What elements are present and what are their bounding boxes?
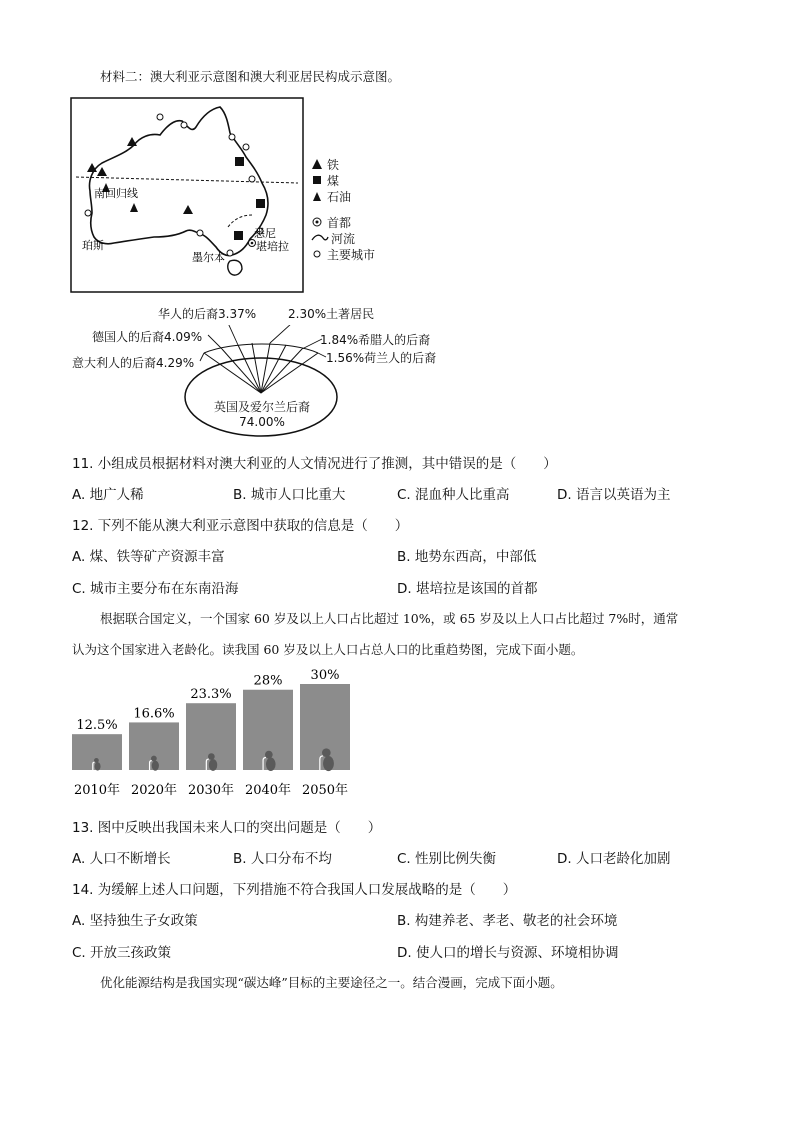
q13-option-d[interactable]: D. 人口老龄化加剧 bbox=[557, 851, 671, 867]
q14-option-d[interactable]: D. 使人口的增长与资源、环境相协调 bbox=[397, 945, 619, 961]
intro2-line1: 根据联合国定义，一个国家 60 岁及以上人口占比超过 10%，或 65 岁及以上人口占比超过 7%时，通常 bbox=[100, 611, 679, 626]
label-tropic: 南回归线 bbox=[94, 187, 138, 200]
label-sydney: 悉尼 bbox=[254, 227, 276, 240]
iron-icon bbox=[311, 158, 323, 170]
aging-bar-chart bbox=[68, 666, 358, 806]
legend-coal: 煤 bbox=[327, 173, 340, 188]
q12-stem: 12. 下列不能从澳大利亚示意图中获取的信息是（ ） bbox=[72, 518, 409, 534]
river-icon bbox=[311, 232, 329, 244]
q11-option-c[interactable]: C. 混血种人比重高 bbox=[397, 487, 510, 503]
ethnic-label-dutch: 1.56%荷兰人的后裔 bbox=[326, 351, 437, 365]
q12-option-c[interactable]: C. 城市主要分布在东南沿海 bbox=[72, 581, 239, 597]
legend-city: 主要城市 bbox=[327, 247, 376, 262]
value-label-2040年: 28% bbox=[253, 673, 283, 689]
legend-iron: 铁 bbox=[327, 157, 340, 172]
ethnic-label-aboriginal: 2.30%土著居民 bbox=[288, 307, 375, 321]
q13-stem: 13. 图中反映出我国未来人口的突出问题是（ ） bbox=[72, 820, 382, 836]
category-label-2050年: 2050年 bbox=[301, 783, 349, 798]
city-icon bbox=[197, 230, 203, 236]
city-icon bbox=[85, 210, 91, 216]
q14-stem: 14. 为缓解上述人口问题，下列措施不符合我国人口发展战略的是（ ） bbox=[72, 882, 517, 898]
label-canberra: 堪培拉 bbox=[256, 240, 289, 253]
value-label-2010年: 12.5% bbox=[76, 718, 118, 734]
ethnic-label-italian: 意大利人的后裔4.29% bbox=[72, 356, 195, 370]
intro3: 优化能源结构是我国实现“碳达峰”目标的主要途径之一。结合漫画，完成下面小题。 bbox=[100, 975, 563, 990]
ethnic-label-chinese: 华人的后裔3.37% bbox=[158, 307, 257, 321]
category-label-2030年: 2030年 bbox=[187, 783, 235, 798]
q11-option-d[interactable]: D. 语言以英语为主 bbox=[557, 487, 671, 503]
map-legend bbox=[311, 156, 401, 262]
category-label-2040年: 2040年 bbox=[244, 783, 292, 798]
city-icon bbox=[227, 250, 233, 256]
legend-oil: 石油 bbox=[327, 189, 352, 204]
city-icon bbox=[229, 134, 235, 140]
q11-stem: 11. 小组成员根据材料对澳大利亚的人文情况进行了推测，其中错误的是（ ） bbox=[72, 456, 557, 472]
category-label-2020年: 2020年 bbox=[130, 783, 178, 798]
category-label-2010年: 2010年 bbox=[73, 783, 121, 798]
city-icon bbox=[311, 248, 323, 260]
coal-icon bbox=[235, 157, 244, 166]
ethnic-main-label: 英国及爱尔兰后裔 74.00% bbox=[213, 400, 310, 429]
q11-option-b[interactable]: B. 城市人口比重大 bbox=[233, 487, 346, 503]
q12-option-a[interactable]: A. 煤、铁等矿产资源丰富 bbox=[72, 549, 225, 565]
ethnic-label-german: 德国人的后裔4.09% bbox=[92, 330, 203, 344]
q14-option-c[interactable]: C. 开放三孩政策 bbox=[72, 945, 172, 961]
ethnic-leaders bbox=[200, 325, 326, 361]
coal-icon bbox=[311, 174, 323, 186]
city-icon bbox=[243, 144, 249, 150]
q14-option-b[interactable]: B. 构建养老、孝老、敬老的社会环境 bbox=[397, 913, 618, 929]
q13-option-c[interactable]: C. 性别比例失衡 bbox=[397, 851, 497, 867]
q11-option-a[interactable]: A. 地广人稀 bbox=[72, 487, 144, 503]
label-perth: 珀斯 bbox=[82, 239, 104, 252]
q12-option-d[interactable]: D. 堪培拉是该国的首都 bbox=[397, 581, 538, 597]
ethnic-label-greek: 1.84%希腊人的后裔 bbox=[320, 333, 431, 347]
coal-icon bbox=[234, 231, 243, 240]
city-icon bbox=[181, 122, 187, 128]
oil-icon bbox=[311, 190, 323, 202]
city-icon bbox=[249, 176, 255, 182]
q13-option-a[interactable]: A. 人口不断增长 bbox=[72, 851, 171, 867]
city-icon bbox=[157, 114, 163, 120]
value-label-2020年: 16.6% bbox=[133, 706, 175, 722]
q12-option-b[interactable]: B. 地势东西高，中部低 bbox=[397, 549, 537, 565]
intro2-line2: 认为这个国家进入老龄化。读我国 60 岁及以上人口占总人口的比重趋势图，完成下面小题。 bbox=[72, 642, 584, 657]
label-melbourne: 墨尔本 bbox=[192, 251, 225, 264]
q13-option-b[interactable]: B. 人口分布不均 bbox=[233, 851, 332, 867]
value-label-2030年: 23.3% bbox=[190, 687, 232, 703]
australia-map bbox=[70, 97, 304, 293]
legend-river: 河流 bbox=[331, 231, 356, 246]
capital-icon bbox=[311, 216, 323, 228]
coal-icon bbox=[256, 199, 265, 208]
legend-capital: 首都 bbox=[327, 215, 352, 230]
material-caption: 材料二：澳大利亚示意图和澳大利亚居民构成示意图。 bbox=[100, 69, 401, 84]
value-label-2050年: 30% bbox=[310, 668, 340, 683]
bar-2050年 bbox=[300, 684, 350, 770]
q14-option-a[interactable]: A. 坚持独生子女政策 bbox=[72, 913, 198, 929]
